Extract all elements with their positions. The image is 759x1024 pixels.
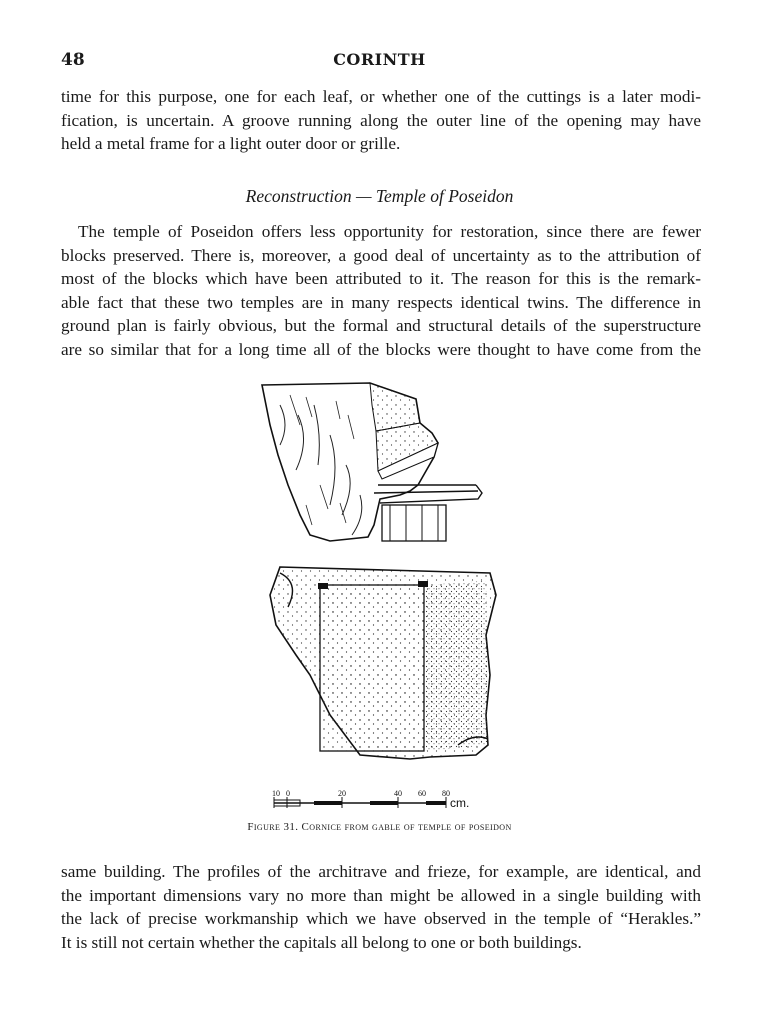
paragraph-3-line: the important dimensions vary no more than might be allowed in a single building with — [61, 885, 701, 905]
paragraph-2-line: most of the blocks which have been attributed to it. The reason for this is the remark- — [61, 269, 701, 288]
scale-label: 20 — [338, 789, 346, 798]
cornice-top-view — [270, 567, 496, 759]
scale-label: 80 — [442, 789, 450, 798]
paragraph-1-line: fication, is uncertain. A groove running along the outer line of the opening may have — [61, 110, 701, 130]
cornice-profile-view — [262, 383, 482, 541]
paragraph-3-line: same building. The profiles of the architrave and frieze, for example, are identical, and — [61, 862, 701, 881]
paragraph-2-line: blocks preserved. There is, moreover, a good deal of uncertainty as to the attribution of — [61, 245, 701, 265]
paragraph-2 — [61, 220, 701, 361]
paragraph-2-line: ground plan is fairly obvious, but the formal and structural details of the superstructure — [61, 316, 701, 335]
paragraph-1-line: time for this purpose, one for each leaf, or whether one of the cuttings is a later modi- — [61, 87, 701, 106]
paragraph-3-line: the lack of precise workmanship which we have observed in the temple of “Herakles.” — [61, 909, 701, 928]
scale-label: 10 — [272, 789, 280, 798]
running-head: CORINTH — [333, 50, 426, 69]
paragraph-2-line: able fact that these two temples are in many respects identical twins. The difference in — [61, 292, 701, 312]
scale-bar — [274, 797, 446, 808]
cornice-drawing — [250, 375, 530, 820]
paragraph-2-line: are so similar that for a long time all of the blocks were thought to have come from the — [61, 339, 701, 359]
paragraph-2-line: The temple of Poseidon offers less opportunity for restoration, since there are fewer — [78, 222, 701, 241]
figure-caption: Figure 31. Cornice from gable of temple of poseidon — [247, 821, 512, 833]
scale-label: 0 — [286, 789, 290, 798]
paragraph-1 — [61, 85, 701, 156]
scale-label: 40 — [394, 789, 402, 798]
paragraph-3 — [61, 860, 701, 954]
figure-31 — [250, 375, 530, 820]
scale-unit: cm. — [450, 796, 470, 810]
paragraph-3-line: It is still not certain whether the capitals all belong to one or both buildings. — [61, 932, 582, 952]
section-heading: Reconstruction — Temple of Poseidon — [245, 186, 514, 206]
page-number: 48 — [61, 50, 85, 70]
scale-label: 60 — [418, 789, 426, 798]
scale-labels — [272, 789, 450, 798]
paragraph-1-line: held a metal frame for a light outer door or grille. — [61, 134, 401, 153]
